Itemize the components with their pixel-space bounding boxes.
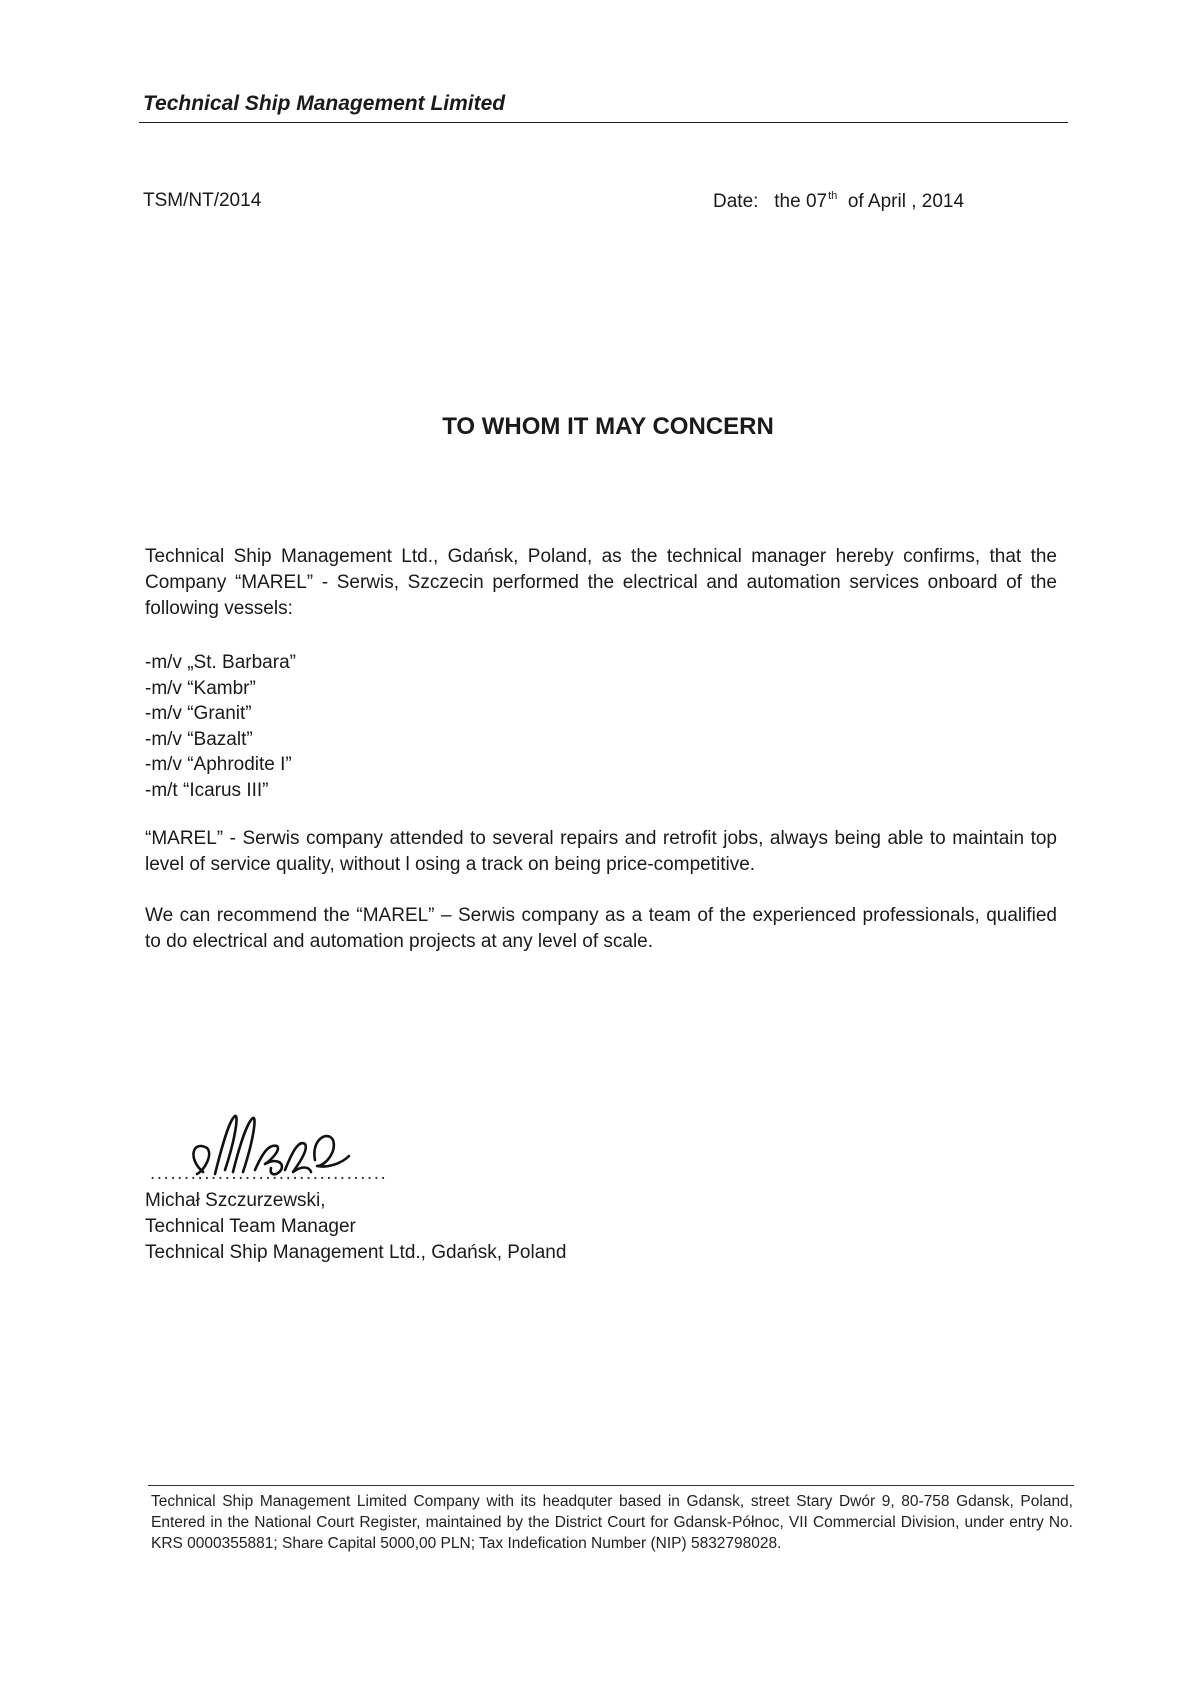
vessel-item: -m/v “Kambr” bbox=[145, 677, 256, 699]
date-prefix: Date: bbox=[713, 191, 759, 212]
date-day: the 07 bbox=[774, 191, 828, 212]
reference-number: TSM/NT/2014 bbox=[143, 190, 262, 211]
footer-legal-text: Technical Ship Management Limited Company with its headquter based in Gdansk, street Stary Dwór 9, 80-758 Gdansk, Poland, Entered in the National Court Register, maintained by the District Court for Gdansk-Północ, VII Commercial Division, under entry No. KRS 0000355881; Share Capital 5000,00 PLN; Tax Indefication Number (NIP) 5832798028. bbox=[151, 1493, 1073, 1552]
letterhead-company: Technical Ship Management Limited bbox=[143, 92, 506, 115]
date-day-suffix: th bbox=[828, 190, 838, 202]
paragraph-intro: Technical Ship Management Ltd., Gdańsk, Poland, as the technical manager hereby confirms, that the Company “MAREL” - Serwis, Szczecin performed the electrical and automation services onboard of the following vessels: bbox=[145, 546, 1057, 619]
letter-title: TO WHOM IT MAY CONCERN bbox=[442, 413, 774, 440]
vessel-item: -m/v “Bazalt” bbox=[145, 728, 253, 750]
footer-rule bbox=[148, 1485, 1074, 1486]
document-date bbox=[713, 190, 964, 213]
paragraph-recommendation: We can recommend the “MAREL” – Serwis company as a team of the experienced professionals, qualified to do electrical and automation projects at any level of scale. bbox=[145, 905, 1057, 952]
vessel-item: -m/t “Icarus III” bbox=[145, 779, 269, 801]
signatory-company: Technical Ship Management Ltd., Gdańsk, Poland bbox=[145, 1242, 567, 1263]
vessel-item: -m/v “Aphrodite I” bbox=[145, 754, 292, 775]
signatory-position: Technical Team Manager bbox=[145, 1216, 356, 1237]
letterhead-rule bbox=[139, 122, 1068, 123]
date-month-year: of April , 2014 bbox=[847, 191, 965, 212]
signatory-block bbox=[145, 1188, 566, 1266]
signature-line: ................................... bbox=[150, 1163, 388, 1184]
signatory-name: Michał Szczurzewski, bbox=[145, 1190, 326, 1211]
vessel-item: -m/v “Granit” bbox=[145, 703, 252, 724]
paragraph-service-quality: “MAREL” - Serwis company attended to several repairs and retrofit jobs, always being able to maintain top level of service quality, without l osing a track on being price-competitive. bbox=[145, 828, 1057, 875]
vessel-item: -m/v „St. Barbara” bbox=[145, 652, 296, 673]
vessel-list bbox=[145, 650, 296, 803]
